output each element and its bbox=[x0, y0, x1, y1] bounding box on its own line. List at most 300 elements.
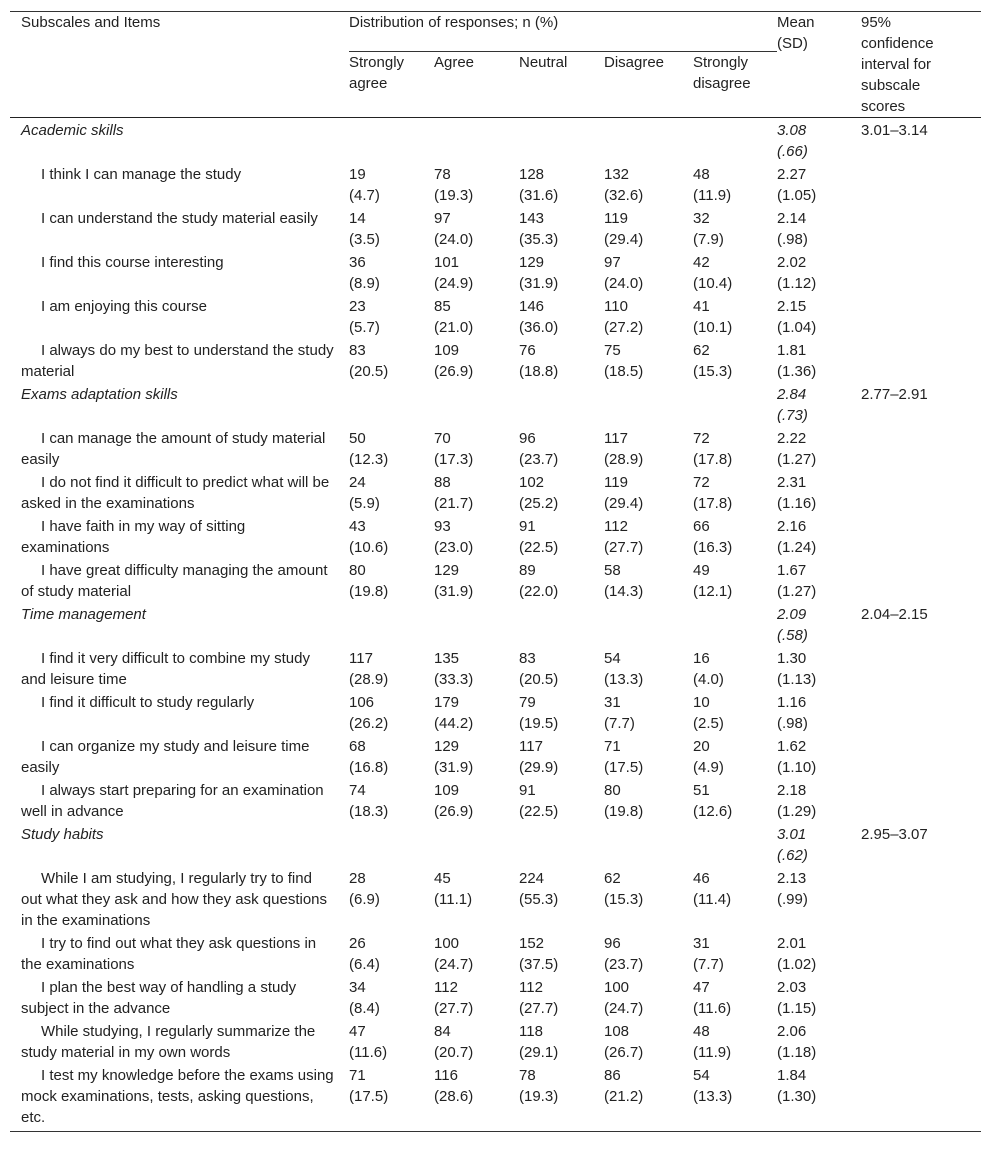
item-row bbox=[10, 1064, 981, 1131]
header-agree: Agree bbox=[434, 53, 475, 71]
item-sd: (.98) bbox=[777, 715, 808, 732]
header-sa-line2: agree bbox=[349, 74, 388, 92]
cell-count: 47 bbox=[693, 979, 710, 996]
cell-percent: (7.7) bbox=[693, 956, 724, 973]
cell-neutral bbox=[519, 471, 604, 515]
cell-count: 80 bbox=[604, 782, 621, 799]
cell-count: 100 bbox=[604, 979, 630, 996]
item-mean: 1.30 bbox=[777, 650, 807, 667]
cell-percent: (31.9) bbox=[434, 759, 474, 776]
cell-count: 135 bbox=[434, 650, 460, 667]
subscale-spacer bbox=[349, 118, 777, 164]
cell-percent: (5.9) bbox=[349, 495, 380, 512]
cell-count: 50 bbox=[349, 430, 366, 447]
header-strongly-agree bbox=[349, 51, 434, 117]
subscale-ci: 2.04–2.15 bbox=[861, 606, 928, 623]
cell-count: 116 bbox=[434, 1067, 458, 1084]
cell-count: 79 bbox=[519, 694, 536, 711]
cell-count: 31 bbox=[693, 935, 710, 952]
cell-count: 46 bbox=[693, 870, 710, 887]
cell-neutral bbox=[519, 867, 604, 932]
cell-count: 51 bbox=[693, 782, 710, 799]
item-mean: 2.18 bbox=[777, 782, 807, 799]
item-sd: (1.30) bbox=[777, 1088, 817, 1105]
cell-percent: (11.9) bbox=[693, 187, 732, 204]
cell-count: 31 bbox=[604, 694, 621, 711]
cell-agree bbox=[434, 295, 519, 339]
item-mean: 2.31 bbox=[777, 474, 807, 491]
cell-disagree bbox=[604, 559, 693, 603]
item-text: I can understand the study material easily bbox=[41, 210, 318, 227]
cell-count: 129 bbox=[434, 562, 460, 579]
cell-mean-sd bbox=[777, 427, 861, 471]
cell-count: 49 bbox=[693, 562, 710, 579]
cell-count: 89 bbox=[519, 562, 536, 579]
cell-percent: (36.0) bbox=[519, 319, 559, 336]
cell-strongly-disagree bbox=[693, 163, 777, 207]
item-row bbox=[10, 735, 981, 779]
item-row bbox=[10, 867, 981, 932]
cell-percent: (4.0) bbox=[693, 671, 724, 688]
cell-strongly-disagree bbox=[693, 471, 777, 515]
cell-percent: (8.9) bbox=[349, 275, 380, 292]
cell-strongly-disagree bbox=[693, 867, 777, 932]
cell-mean-sd bbox=[777, 515, 861, 559]
cell-percent: (21.2) bbox=[604, 1088, 644, 1105]
item-row bbox=[10, 1020, 981, 1064]
cell-percent: (28.9) bbox=[349, 671, 389, 688]
cell-count: 86 bbox=[604, 1067, 621, 1084]
cell-count: 26 bbox=[349, 935, 366, 952]
cell-count: 96 bbox=[604, 935, 621, 952]
subscale-row bbox=[10, 823, 981, 867]
cell-disagree bbox=[604, 976, 693, 1020]
item-text: I find this course interesting bbox=[41, 254, 224, 271]
cell-percent: (16.8) bbox=[349, 759, 389, 776]
cell-mean-sd bbox=[777, 163, 861, 207]
cell-agree bbox=[434, 691, 519, 735]
cell-percent: (11.4) bbox=[693, 891, 732, 908]
cell-neutral bbox=[519, 735, 604, 779]
cell-neutral bbox=[519, 1020, 604, 1064]
cell-strongly-agree bbox=[349, 251, 434, 295]
cell-strongly-disagree bbox=[693, 1020, 777, 1064]
cell-percent: (24.7) bbox=[604, 1000, 644, 1017]
cell-percent: (3.5) bbox=[349, 231, 380, 248]
cell-ci-empty bbox=[861, 427, 981, 471]
cell-percent: (4.7) bbox=[349, 187, 380, 204]
cell-count: 48 bbox=[693, 166, 710, 183]
cell-percent: (22.0) bbox=[519, 583, 559, 600]
cell-count: 62 bbox=[604, 870, 621, 887]
cell-disagree bbox=[604, 515, 693, 559]
item-sd: (1.13) bbox=[777, 671, 817, 688]
cell-count: 14 bbox=[349, 210, 366, 227]
cell-percent: (6.9) bbox=[349, 891, 380, 908]
cell-ci-empty bbox=[861, 471, 981, 515]
cell-percent: (55.3) bbox=[519, 891, 559, 908]
item-text: I have great difficulty managing the amount of study material bbox=[21, 562, 328, 600]
cell-percent: (26.9) bbox=[434, 363, 474, 380]
cell-percent: (14.3) bbox=[604, 583, 644, 600]
cell-strongly-disagree bbox=[693, 207, 777, 251]
cell-percent: (27.7) bbox=[604, 539, 644, 556]
cell-percent: (15.3) bbox=[693, 363, 733, 380]
item-mean: 2.27 bbox=[777, 166, 807, 183]
cell-percent: (24.0) bbox=[604, 275, 644, 292]
cell-strongly-agree bbox=[349, 163, 434, 207]
cell-neutral bbox=[519, 295, 604, 339]
cell-percent: (11.6) bbox=[349, 1044, 388, 1061]
subscale-sd-value: (.73) bbox=[777, 407, 808, 424]
cell-mean-sd bbox=[777, 647, 861, 691]
cell-agree bbox=[434, 867, 519, 932]
cell-percent: (20.5) bbox=[349, 363, 389, 380]
cell-percent: (21.0) bbox=[434, 319, 474, 336]
cell-count: 41 bbox=[693, 298, 710, 315]
cell-count: 62 bbox=[693, 342, 710, 359]
cell-neutral bbox=[519, 163, 604, 207]
cell-percent: (19.3) bbox=[434, 187, 474, 204]
item-mean: 2.01 bbox=[777, 935, 807, 952]
subscale-mean bbox=[777, 603, 861, 647]
cell-percent: (26.2) bbox=[349, 715, 389, 732]
cell-strongly-agree bbox=[349, 647, 434, 691]
cell-mean-sd bbox=[777, 559, 861, 603]
header-mean-line2: (SD) bbox=[777, 35, 808, 52]
cell-percent: (23.0) bbox=[434, 539, 474, 556]
cell-count: 78 bbox=[434, 166, 451, 183]
cell-percent: (35.3) bbox=[519, 231, 559, 248]
item-text: While studying, I regularly summarize the study material in my own words bbox=[21, 1023, 316, 1061]
cell-count: 80 bbox=[349, 562, 366, 579]
subscale-mean bbox=[777, 118, 861, 164]
item-row bbox=[10, 251, 981, 295]
cell-count: 85 bbox=[434, 298, 451, 315]
cell-neutral bbox=[519, 339, 604, 383]
cell-percent: (18.3) bbox=[349, 803, 389, 820]
cell-count: 68 bbox=[349, 738, 366, 755]
cell-mean-sd bbox=[777, 779, 861, 823]
cell-agree bbox=[434, 251, 519, 295]
item-row bbox=[10, 559, 981, 603]
subscale-spacer bbox=[349, 823, 777, 867]
cell-ci-empty bbox=[861, 691, 981, 735]
cell-count: 28 bbox=[349, 870, 366, 887]
cell-count: 109 bbox=[434, 342, 460, 359]
cell-count: 88 bbox=[434, 474, 451, 491]
cell-percent: (24.7) bbox=[434, 956, 474, 973]
cell-percent: (20.5) bbox=[519, 671, 559, 688]
cell-percent: (13.3) bbox=[604, 671, 644, 688]
cell-mean-sd bbox=[777, 735, 861, 779]
cell-count: 43 bbox=[349, 518, 366, 535]
cell-percent: (26.9) bbox=[434, 803, 474, 820]
item-sd: (1.18) bbox=[777, 1044, 817, 1061]
cell-percent: (44.2) bbox=[434, 715, 474, 732]
cell-count: 83 bbox=[519, 650, 536, 667]
cell-percent: (19.8) bbox=[604, 803, 644, 820]
cell-strongly-disagree bbox=[693, 735, 777, 779]
item-text: I test my knowledge before the exams using mock examinations, tests, asking questions, etc. bbox=[21, 1067, 334, 1126]
item-row bbox=[10, 932, 981, 976]
cell-strongly-agree bbox=[349, 295, 434, 339]
cell-percent: (5.7) bbox=[349, 319, 380, 336]
cell-agree bbox=[434, 339, 519, 383]
cell-percent: (7.9) bbox=[693, 231, 724, 248]
cell-percent: (15.3) bbox=[604, 891, 644, 908]
item-mean: 2.03 bbox=[777, 979, 807, 996]
item-row bbox=[10, 691, 981, 735]
subscale-spacer bbox=[349, 603, 777, 647]
cell-disagree bbox=[604, 932, 693, 976]
cell-percent: (31.6) bbox=[519, 187, 559, 204]
cell-count: 129 bbox=[434, 738, 460, 755]
item-mean: 2.06 bbox=[777, 1023, 807, 1040]
cell-neutral bbox=[519, 427, 604, 471]
cell-agree bbox=[434, 559, 519, 603]
cell-count: 110 bbox=[604, 298, 628, 315]
header-ci bbox=[861, 12, 981, 117]
cell-ci-empty bbox=[861, 559, 981, 603]
item-mean: 1.16 bbox=[777, 694, 807, 711]
cell-agree bbox=[434, 471, 519, 515]
cell-strongly-disagree bbox=[693, 559, 777, 603]
item-sd: (1.10) bbox=[777, 759, 817, 776]
cell-percent: (20.7) bbox=[434, 1044, 474, 1061]
cell-percent: (7.7) bbox=[604, 715, 635, 732]
cell-count: 224 bbox=[519, 870, 545, 887]
cell-count: 119 bbox=[604, 474, 628, 491]
cell-percent: (23.7) bbox=[604, 956, 644, 973]
cell-count: 179 bbox=[434, 694, 460, 711]
cell-count: 146 bbox=[519, 298, 545, 315]
cell-agree bbox=[434, 1064, 519, 1131]
subscale-title: Time management bbox=[21, 606, 146, 623]
item-sd: (1.36) bbox=[777, 363, 817, 380]
cell-count: 72 bbox=[693, 430, 710, 447]
item-sd: (.99) bbox=[777, 891, 808, 908]
item-row bbox=[10, 427, 981, 471]
cell-neutral bbox=[519, 251, 604, 295]
subscale-row bbox=[10, 383, 981, 427]
item-mean: 2.15 bbox=[777, 298, 807, 315]
header-subscales: Subscales and Items bbox=[21, 14, 161, 31]
header-ci-line2: confidence bbox=[861, 35, 934, 52]
cell-percent: (17.8) bbox=[693, 495, 733, 512]
cell-percent: (28.6) bbox=[434, 1088, 474, 1105]
cell-percent: (23.7) bbox=[519, 451, 559, 468]
cell-count: 102 bbox=[519, 474, 545, 491]
cell-strongly-agree bbox=[349, 735, 434, 779]
item-row bbox=[10, 647, 981, 691]
cell-percent: (27.7) bbox=[519, 1000, 559, 1017]
cell-ci-empty bbox=[861, 339, 981, 383]
cell-percent: (29.9) bbox=[519, 759, 559, 776]
cell-ci-empty bbox=[861, 163, 981, 207]
item-sd: (.98) bbox=[777, 231, 808, 248]
item-text: I think I can manage the study bbox=[41, 166, 242, 183]
subscale-ci: 2.77–2.91 bbox=[861, 386, 928, 403]
cell-disagree bbox=[604, 207, 693, 251]
cell-disagree bbox=[604, 867, 693, 932]
cell-strongly-disagree bbox=[693, 251, 777, 295]
item-row bbox=[10, 515, 981, 559]
cell-neutral bbox=[519, 647, 604, 691]
cell-ci-empty bbox=[861, 735, 981, 779]
subscale-sd-value: (.58) bbox=[777, 627, 808, 644]
cell-strongly-disagree bbox=[693, 339, 777, 383]
cell-strongly-agree bbox=[349, 427, 434, 471]
cell-percent: (27.2) bbox=[604, 319, 644, 336]
cell-count: 23 bbox=[349, 298, 366, 315]
cell-ci-empty bbox=[861, 976, 981, 1020]
cell-strongly-agree bbox=[349, 1064, 434, 1131]
item-text: I plan the best way of handling a study subject in the advance bbox=[21, 979, 297, 1017]
cell-percent: (31.9) bbox=[434, 583, 474, 600]
cell-mean-sd bbox=[777, 867, 861, 932]
cell-disagree bbox=[604, 1064, 693, 1131]
header-ci-line4: subscale bbox=[861, 77, 921, 94]
cell-mean-sd bbox=[777, 1020, 861, 1064]
cell-percent: (8.4) bbox=[349, 1000, 380, 1017]
cell-agree bbox=[434, 779, 519, 823]
item-mean: 1.67 bbox=[777, 562, 807, 579]
cell-percent: (29.1) bbox=[519, 1044, 559, 1061]
item-row bbox=[10, 976, 981, 1020]
cell-ci-empty bbox=[861, 867, 981, 932]
cell-mean-sd bbox=[777, 691, 861, 735]
subscale-mean-value: 2.84 bbox=[777, 386, 807, 403]
item-mean: 2.22 bbox=[777, 430, 807, 447]
table-body bbox=[10, 118, 981, 1132]
cell-percent: (28.9) bbox=[604, 451, 644, 468]
cell-strongly-agree bbox=[349, 867, 434, 932]
cell-agree bbox=[434, 515, 519, 559]
subscale-mean-value: 3.01 bbox=[777, 826, 807, 843]
item-text: While I am studying, I regularly try to find out what they ask and how they ask questions in the examinations bbox=[21, 870, 328, 929]
cell-neutral bbox=[519, 932, 604, 976]
cell-mean-sd bbox=[777, 1064, 861, 1131]
cell-percent: (24.9) bbox=[434, 275, 474, 292]
cell-strongly-disagree bbox=[693, 295, 777, 339]
cell-count: 48 bbox=[693, 1023, 710, 1040]
subscale-mean bbox=[777, 823, 861, 867]
cell-neutral bbox=[519, 691, 604, 735]
subscale-spacer bbox=[349, 383, 777, 427]
header-ci-line3: interval for bbox=[861, 56, 932, 73]
header-sd-line1: Strongly bbox=[693, 53, 749, 71]
cell-neutral bbox=[519, 207, 604, 251]
cell-count: 84 bbox=[434, 1023, 451, 1040]
item-sd: (1.15) bbox=[777, 1000, 817, 1017]
item-sd: (1.27) bbox=[777, 583, 817, 600]
item-text: I can manage the amount of study material easily bbox=[21, 430, 326, 468]
cell-percent: (37.5) bbox=[519, 956, 559, 973]
subscale-row bbox=[10, 118, 981, 164]
cell-percent: (12.3) bbox=[349, 451, 389, 468]
cell-percent: (19.5) bbox=[519, 715, 559, 732]
cell-ci-empty bbox=[861, 515, 981, 559]
item-sd: (1.16) bbox=[777, 495, 817, 512]
cell-mean-sd bbox=[777, 207, 861, 251]
cell-disagree bbox=[604, 647, 693, 691]
cell-count: 47 bbox=[349, 1023, 366, 1040]
cell-count: 143 bbox=[519, 210, 545, 227]
item-text: I do not find it difficult to predict what will be asked in the examinations bbox=[21, 474, 330, 512]
cell-percent: (13.3) bbox=[693, 1088, 733, 1105]
cell-ci-empty bbox=[861, 251, 981, 295]
item-text: I always do my best to understand the study material bbox=[21, 342, 334, 380]
cell-count: 112 bbox=[434, 979, 458, 996]
item-row bbox=[10, 295, 981, 339]
cell-mean-sd bbox=[777, 251, 861, 295]
item-text: I can organize my study and leisure time easily bbox=[21, 738, 310, 776]
cell-percent: (10.4) bbox=[693, 275, 733, 292]
cell-agree bbox=[434, 647, 519, 691]
cell-count: 16 bbox=[693, 650, 710, 667]
cell-agree bbox=[434, 976, 519, 1020]
subscale-title: Academic skills bbox=[21, 122, 124, 139]
cell-strongly-agree bbox=[349, 1020, 434, 1064]
cell-strongly-agree bbox=[349, 515, 434, 559]
item-sd: (1.27) bbox=[777, 451, 817, 468]
cell-percent: (21.7) bbox=[434, 495, 474, 512]
cell-neutral bbox=[519, 515, 604, 559]
cell-percent: (18.5) bbox=[604, 363, 644, 380]
cell-count: 78 bbox=[519, 1067, 536, 1084]
item-mean: 1.62 bbox=[777, 738, 807, 755]
subscale-ci: 3.01–3.14 bbox=[861, 122, 928, 139]
cell-percent: (31.9) bbox=[519, 275, 559, 292]
cell-count: 97 bbox=[604, 254, 621, 271]
item-mean: 2.13 bbox=[777, 870, 807, 887]
cell-ci-empty bbox=[861, 207, 981, 251]
cell-neutral bbox=[519, 976, 604, 1020]
cell-agree bbox=[434, 427, 519, 471]
cell-percent: (10.1) bbox=[693, 319, 733, 336]
cell-percent: (19.8) bbox=[349, 583, 389, 600]
cell-count: 119 bbox=[604, 210, 628, 227]
cell-percent: (29.4) bbox=[604, 231, 644, 248]
cell-mean-sd bbox=[777, 471, 861, 515]
subscale-sd-value: (.66) bbox=[777, 143, 808, 160]
cell-ci-empty bbox=[861, 647, 981, 691]
cell-agree bbox=[434, 735, 519, 779]
cell-ci-empty bbox=[861, 1064, 981, 1131]
cell-percent: (18.8) bbox=[519, 363, 559, 380]
item-sd: (1.24) bbox=[777, 539, 817, 556]
cell-count: 91 bbox=[519, 518, 536, 535]
item-text: I try to find out what they ask questions in the examinations bbox=[21, 935, 317, 973]
item-sd: (1.29) bbox=[777, 803, 817, 820]
header-mean-line1: Mean bbox=[777, 14, 815, 31]
item-mean: 1.84 bbox=[777, 1067, 807, 1084]
item-text: I have faith in my way of sitting examinations bbox=[21, 518, 246, 556]
header-disagree: Disagree bbox=[604, 53, 665, 71]
cell-percent: (2.5) bbox=[693, 715, 724, 732]
cell-disagree bbox=[604, 735, 693, 779]
cell-count: 20 bbox=[693, 738, 710, 755]
cell-count: 83 bbox=[349, 342, 366, 359]
cell-disagree bbox=[604, 251, 693, 295]
cell-agree bbox=[434, 932, 519, 976]
cell-strongly-disagree bbox=[693, 976, 777, 1020]
cell-count: 58 bbox=[604, 562, 621, 579]
cell-count: 93 bbox=[434, 518, 451, 535]
cell-percent: (27.7) bbox=[434, 1000, 474, 1017]
cell-count: 117 bbox=[519, 738, 543, 755]
